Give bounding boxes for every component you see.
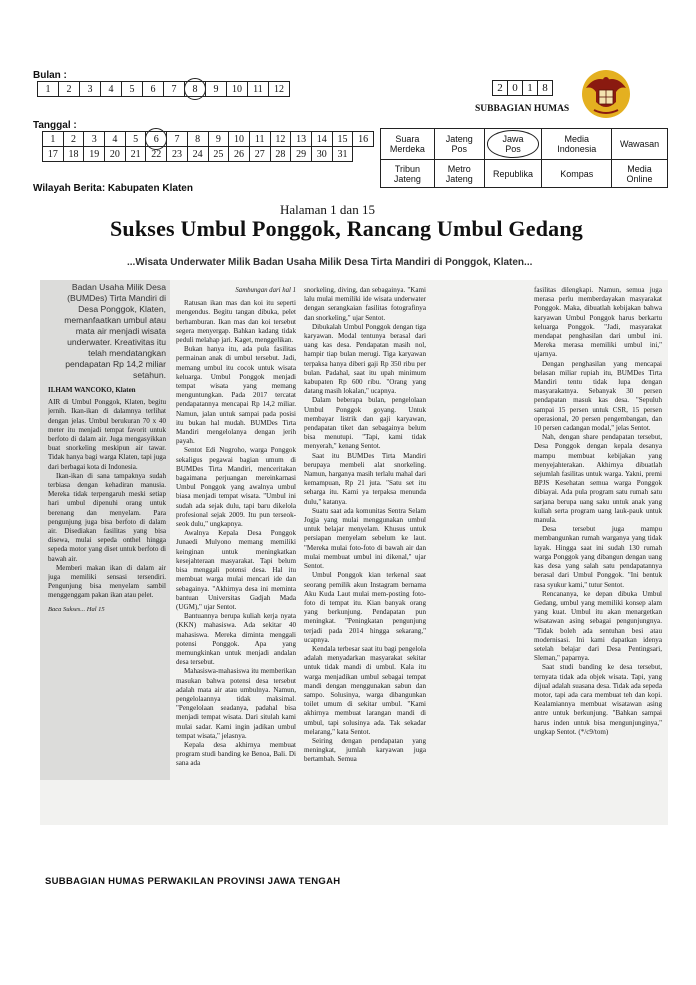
day-cell-10: 10 [229,132,250,147]
media-online: Media Online [612,160,668,188]
continued-from: Sambungan dari hal 1 [235,287,296,294]
day-cell-3: 3 [84,132,105,147]
col4-para: Nah, dengan share pendapatan tersebut, Desa Ponggok dengan kepala desanya mampu membuat kebijakan yang menyejahterakan. Akhirnya dibuatlah sejumlah fasilitas untuk warga. Yakni, premi BPJS Kesehatan semua warga Ponggok dibiayai. Ada pula program satu rumah satu sarjana berupa uang saku untuk anak yang kuliah serta program uang lauk-pauk untuk manula. [534,433,662,525]
year-digit: 2 [493,81,508,96]
month-cell-5: 5 [122,82,143,97]
month-cell-8: 8 [185,82,206,97]
day-cell-30: 30 [311,147,332,162]
month-cell-10: 10 [227,82,248,97]
halaman-label: Halaman 1 dan 15 [280,202,375,217]
day-cell-12: 12 [270,132,291,147]
col4-para: fasilitas dilengkapi. Namun, semua juga merasa perlu memberdayakan masyarakat Ponggok. Maka, dibuatlah kebijakan bahwa karyawan Umbul Ponggok harus berkartu keluarga Ponggok. "Jadi, masyarakat mendapat penghasilan dari umbul ini. Mereka merasa memiliki umbul ini," ujarnya. [534,286,662,359]
day-cell-4: 4 [105,132,126,147]
month-cell-12: 12 [269,82,290,97]
year-digit: 0 [508,81,523,96]
column-1 [48,282,166,817]
col1-para: AIR di Umbul Ponggok, Klaten, begitu jernih. Ikan-ikan di dalamnya terlihat dengan jelas. Umbul berukuran 70 x 40 meter itu menjadi tempat favorit untuk berfoto di dalam air. Juga mengasyikkan buat snorkeling meskipun air tawar. Tidak hanya bagi warga Klaten, tapi juga dari berbagai kota di Indonesia. [48,398,166,471]
col2-para: Bantuannya berupa kuliah kerja nyata (KKN) mahasiswa. Ada sekitar 40 mahasiswa. Mereka diminta menggali potensi Ponggok. Apa yang memungkinkan untuk menjadi andalan desa tersebut. [176,612,296,667]
media-jawa-pos [484,129,542,160]
day-cell-8: 8 [187,132,208,147]
day-cell-16: 16 [353,132,374,147]
jawa-pos-label: Jawa Pos [487,130,540,158]
month-cell-11: 11 [248,82,269,97]
newspaper-clipping [40,280,668,825]
day-cell-20: 20 [105,147,126,162]
intro-text: Badan Usaha Milik Desa (BUMDes) Tirta Mandiri di Desa Ponggok, Klaten, memanfaatkan umbul atau mata air menjadi wisata underwater. Kreativitas itu telah mendatangkan pendapatan Rp 14,2 miliar setahun. [64,282,166,380]
author-byline: ILHAM WANCOKO, Klaten [48,386,136,394]
month-cell-4: 4 [101,82,122,97]
garuda-emblem-icon [580,68,632,120]
col3-para: Kendala terbesar saat itu bagi pengelola adalah menyadarkan masyarakat sekitar untuk tidak mandi di umbul. Kala itu warga menjadikan umbul sebagai tempat mandi dengan menggunakan sabun dan sampo. Solusinya, warga dibangunkan toilet umum di sekitar umbul. "Kami akhirnya membuat larangan mandi di umbul, tapi solusinya ada. Tak sekadar melarang," kata Sentot. [304,644,426,736]
day-cell-29: 29 [291,147,312,162]
day-cell-22: 22 [146,147,167,162]
media-media-indonesia: Media Indonesia [542,129,612,160]
day-cell-25: 25 [208,147,229,162]
media-tribun-jateng: Tribun Jateng [381,160,435,188]
day-cell-9: 9 [208,132,229,147]
col2-para: Bukan hanya itu, ada pula fasilitas permainan anak di umbul tersebut. Jadi, memang umbul itu cocok untuk wisata keluarga. Umbul Ponggok menjadi tempat wisata yang memang menguntungkan. Pada 2017 tercatat pendapatannya mencapai Rp 14,2 miliar. Namun, jalan untuk sampai pada posisi itu bukan hal mudah. BUMDes Tirta Mandiri mengelolanya dengan jerih payah. [176,345,296,446]
column-2 [176,286,296,822]
col3-para: Dalam beberapa bulan, pengelolaan Umbul Ponggok goyang. Untuk membayar listrik dan gaji karyawan, pendapatan tiket dan sebagainya belum bisa menutupi. "Tapi, kami tidak menyerah," kenang Sentot. [304,396,426,451]
col4-para: Rencananya, ke depan dibuka Umbul Gedang, umbul yang memiliki konsep alam yang kuat. Umbul itu akan menargetkan wisatawan asing sebagai pengunjungnya. "Tidak boleh ada sentuhan besi atau modernisasi. Ini kami dapatkan idenya setelah belajar dari Desa Pentingsari, Sleman," paparnya. [534,589,662,663]
month-cell-7: 7 [164,82,185,97]
day-grid [42,131,374,162]
day-cell-6: 6 [146,132,167,147]
day-cell-1: 1 [43,132,64,147]
column-3 [304,286,426,822]
day-cell-13: 13 [291,132,312,147]
media-suara-merdeka: Suara Merdeka [381,129,435,160]
media-jateng-pos: Jateng Pos [434,129,484,160]
col3-para: Seiring dengan pendapatan yang meningkat, jumlah karyawan juga bertambah. Semua [304,736,426,764]
day-cell-27: 27 [249,147,270,162]
col2-para: Mahasiswa-mahasiswa itu memberikan masukan bahwa potensi desa tersebut adalah mata air atau umbulnya. Namun, pengelolaannya tidak maksimal. "Pengelolaan seadanya, padahal bisa menjadi tempat wisata. Dari situlah kami mulai sadar. Kami ingin jadikan umbul tempat wisata," jelasnya. [176,667,296,740]
col1-para: Memberi makan ikan di dalam air juga memiliki sensasi tersendiri. Pengunjung bisa menyelam sambil menggenggam pakan ikan atau pelet. [48,563,166,600]
col4-para: Saat studi banding ke desa tersebut, ternyata tidak ada objek wisata. Tapi, yang dijual adalah suasana desa. Tidak ada sepeda motor, tapi ada cara membuat teh dan kopi. Kealamiannya membuat wisatawan asing antre untuk berkunjung. "Bahkan sampai harus inden untuk bisa mengunjunginya," ungkap Sentot. (*/c9/tom) [534,663,662,736]
day-cell-15: 15 [332,132,353,147]
col2-para: Sentot Edi Nugroho, warga Ponggok sekaligus pegawai bagian umum di BUMDes Tirta Mandiri, menceritakan bagaimana perjuangan mereinkarnasi Umbul Ponggok yang awalnya umbul biasa menjadi tempat wisata. "Umbul ini sudah ada sejak dulu, tapi baru dikelola profesional sejak 2009. Itu pun terseok-seok dulu," ungkapnya. [176,446,296,529]
day-cell-2: 2 [63,132,84,147]
col3-para: snorkeling, diving, dan sebagainya. "Kami lalu mulai memiliki ide wisata underwater dengan serangkaian fasilitas fotografinya dan snorkeling," ujar Sentot. [304,286,426,322]
col3-para: Saat itu BUMDes Tirta Mandiri berupaya membeli alat snorkeling. Namun, harganya masih terlalu mahal dari kemampuan, Rp 21 juta. "Satu set itu seharga itu. Kami ya terpaksa menunda dulu," katanya. [304,451,426,506]
col2-para: Ratusan ikan mas dan koi itu seperti mengendus. Begitu tangan dibuka, pelet berhamburan. Ikan mas dan koi tersebut segera menyergap. Bahkan kadang tidak peduli melahap jari. Kaget, menggelikan. [176,299,296,345]
day-cell-19: 19 [84,147,105,162]
subheadline: ...Wisata Underwater Milik Badan Usaha Milik Desa Tirta Mandiri di Ponggok, Klaten... [127,257,533,268]
day-cell-14: 14 [311,132,332,147]
day-cell-21: 21 [125,147,146,162]
column-4 [534,286,662,822]
subbagian-humas: SUBBAGIAN HUMAS [475,104,570,114]
media-wawasan: Wawasan [612,129,668,160]
month-cell-9: 9 [206,82,227,97]
col4-para: Desa tersebut juga mampu membangunkan rumah warganya yang tidak layak. Hingga saat ini sudah 130 rumah warga Ponggok yang dibangun dengan uang kas desa yang salah satu pendapatannya berasal dari Umbul Ponggok. "Ini bentuk rasa syukur kami," tutur Sentot. [534,525,662,589]
col1-para: Ikan-ikan di sana tampaknya sudah terbiasa dengan kehadiran manusia. Mereka tidak terpengaruh meski setiap hari umbul dipenuhi orang untuk berenang dan menyelam. Para pengunjung juga bisa berfoto di dalam air. Disediakan fasilitas yang bisa disewa, mulai sepeda onthel hingga sepeda motor yang diset untuk berfoto di bawah air. [48,471,166,563]
col4-para: Dengan penghasilan yang mencapai belasan miliar rupiah itu, BUMDes Tirta Mandiri tentu tidak lupa dengan masyarakatnya. Sebanyak 30 persen pendapatan masuk kas desa. "Sepuluh sampai 15 persen untuk CSR, 15 persen operasional, 20 persen pengembangan, dan 10 persen cadangan modal," jelas Sentot. [534,359,662,433]
day-cell-31: 31 [332,147,353,162]
day-cell-26: 26 [229,147,250,162]
day-cell-5: 5 [125,132,146,147]
year-digit: 1 [523,81,538,96]
media-grid [380,128,668,188]
day-cell-23: 23 [167,147,188,162]
day-cell-18: 18 [63,147,84,162]
day-cell-28: 28 [270,147,291,162]
day-cell-17: 17 [43,147,64,162]
wilayah-berita: Wilayah Berita: Kabupaten Klaten [33,183,193,194]
month-cell-2: 2 [59,82,80,97]
day-cell-11: 11 [249,132,270,147]
continued-link: Baca Sukses... Hal 15 [48,605,105,613]
year-box [492,80,553,96]
col2-para: Kepala desa akhirnya membuat program studi banding ke Benoa, Bali. Di sana ada [176,740,296,768]
year-digit: 8 [538,81,553,96]
day-cell-24: 24 [187,147,208,162]
month-grid [37,81,290,97]
selection-circle-icon [184,78,206,100]
bulan-label: Bulan : [33,70,67,81]
media-kompas: Kompas [542,160,612,188]
day-cell-7: 7 [167,132,188,147]
month-cell-6: 6 [143,82,164,97]
headline: Sukses Umbul Ponggok, Rancang Umbul Gedang [110,216,583,241]
col3-para: Suatu saat ada komunitas Sentra Selam Jogja yang mulai menggunakan umbul untuk belajar menyelam. Khusus untuk persiapan menyelam sebelum ke laut. "Mereka mulai foto-foto di bawah air dan mulai membuat umbul ini dikenal," ujar Sentot. [304,506,426,571]
month-cell-1: 1 [38,82,59,97]
col3-para: Dibukalah Umbul Ponggok dengan tiga karyawan. Modal tentunya berasal dari uang kas desa. Pendapatan masih nol, hampir tiap bulan merugi. Tiga karyawan terpaksa hanya diberi gaji Rp 350 ribu per bulan. Padahal, saat itu upah minimum kabupaten Rp 600 ribu. "Orang yang datang masih lokalan," ucapnya. [304,322,426,396]
media-metro-jateng: Metro Jateng [434,160,484,188]
col2-para: Awalnya Kepala Desa Ponggok Junaedi Mulyono memang memiliki keinginan untuk meningkatkan kesejahteraan masyarakat. Tapi belum bisa menggali potensi desa. Hal itu membuat warga mulai mencari ide dan sebagainya. "Akhirnya desa ini meminta bantuan Universitas Gadjah Mada (UGM)," ujar Sentot. [176,529,296,611]
footer-label: SUBBAGIAN HUMAS PERWAKILAN PROVINSI JAWA TENGAH [45,876,341,887]
tanggal-label: Tanggal : [33,120,77,131]
month-cell-3: 3 [80,82,101,97]
media-republika: Republika [484,160,542,188]
col3-para: Umbul Ponggok kian terkenal saat seorang pemilik akun Instagram bernama Aku Kuda Laut mulai mem-posting foto-foto di tempat itu. Kian banyak orang yang berkunjung. Pendapatan pun meningkat. "Peningkatan pengunjung terjadi pada 2014 hingga sekarang," ucapnya. [304,571,426,644]
